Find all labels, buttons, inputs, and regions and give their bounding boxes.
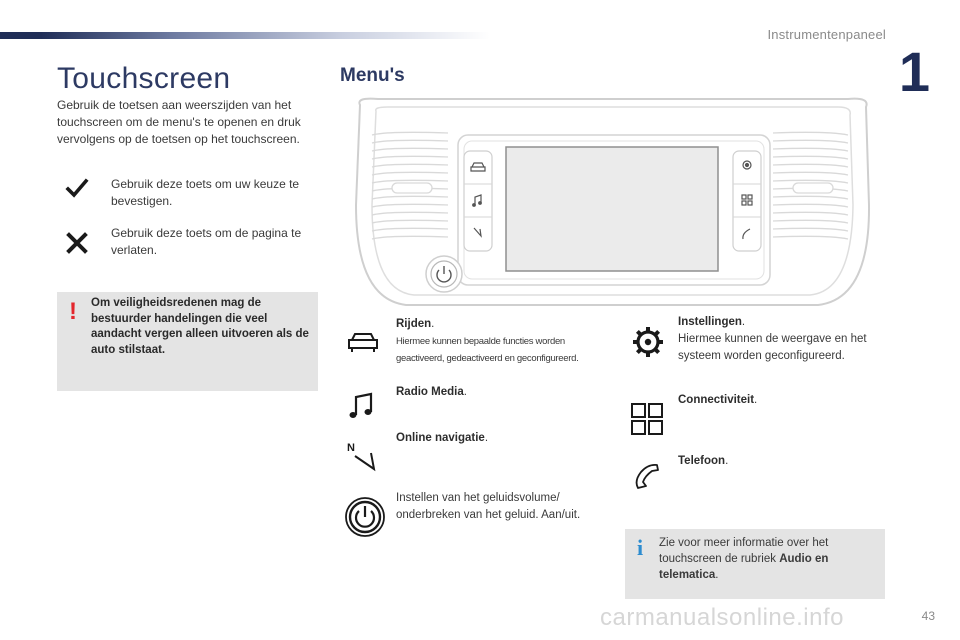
menu-item-telefoon xyxy=(632,453,892,493)
menu-item-radio-media xyxy=(346,384,611,418)
cross-icon xyxy=(65,231,89,255)
cancel-row xyxy=(57,225,317,265)
navigation-icon xyxy=(346,440,378,472)
info-icon: i xyxy=(637,535,644,560)
info-box xyxy=(625,529,885,599)
warning-icon: ! xyxy=(69,298,77,325)
menu-item-instellingen xyxy=(632,314,892,364)
info-text-suffix: . xyxy=(715,569,719,581)
touchscreen-heading: Touchscreen xyxy=(57,62,231,95)
car-icon xyxy=(346,330,380,354)
confirm-text: Gebruik deze toets om uw keuze te bevestigen. xyxy=(111,177,300,208)
cancel-text: Gebruik deze toets om de pagina te verlaten. xyxy=(111,226,302,257)
chapter-number: 1 xyxy=(898,40,930,103)
instellingen-title: Instellingen xyxy=(678,316,742,328)
grid-apps-icon xyxy=(630,402,664,436)
radio-text-block: Radio Media. xyxy=(396,386,467,398)
warning-text: Om veiligheidsredenen mag de bestuurder handelingen die veel aandacht vergen alleen uitvoeren als de auto stilstaat. xyxy=(91,297,309,356)
music-note-icon xyxy=(346,391,376,421)
rijden-description: Hiermee kunnen bepaalde functies worden geactiveerd, gedeactiveerd en geconfigureerd. xyxy=(396,336,579,364)
menus-heading: Menu's xyxy=(340,65,405,86)
power-knob-icon xyxy=(344,496,386,538)
telefoon-text-block: Telefoon. xyxy=(678,455,729,467)
page-number: 43 xyxy=(921,609,935,623)
header-gradient-bar xyxy=(0,32,490,39)
phone-icon xyxy=(632,461,662,491)
online-navigatie-title: Online navigatie xyxy=(396,432,485,444)
menu-item-connectiviteit xyxy=(630,392,890,436)
instellingen-text-block: Instellingen. Hiermee kunnen de weergave en het systeem worden geconfigureerd. xyxy=(678,316,867,362)
check-icon xyxy=(65,176,89,200)
gear-icon xyxy=(632,326,664,358)
menu-item-online-navigatie xyxy=(346,430,611,474)
menu-item-rijden xyxy=(346,316,611,366)
navigatie-text-block: Online navigatie. xyxy=(396,432,489,444)
section-title: Instrumentenpaneel xyxy=(767,27,886,42)
volume-description: Instellen van het geluidsvolume/ onderbreken van het geluid. Aan/uit. xyxy=(396,492,581,521)
connectiviteit-title: Connectiviteit xyxy=(678,394,755,406)
connectiviteit-text-block: Connectiviteit. xyxy=(678,394,758,406)
rijden-title: Rijden xyxy=(396,318,432,330)
confirm-row xyxy=(57,176,317,216)
rijden-text-block: Rijden. Hiermee kunnen bepaalde functies worden geactiveerd, gedeactiveerd en geconfigureerd. xyxy=(396,318,579,364)
info-text-prefix: Zie voor meer informatie over het touchscreen de rubriek xyxy=(659,537,829,565)
telefoon-title: Telefoon xyxy=(678,455,726,467)
safety-warning-box xyxy=(57,292,318,391)
console-illustration xyxy=(348,95,876,309)
info-text-reference: Audio en telematica xyxy=(659,553,829,581)
menu-item-volume xyxy=(344,490,614,550)
info-text xyxy=(659,535,879,583)
watermark: carmanualsonline.info xyxy=(600,604,844,631)
instellingen-description: Hiermee kunnen de weergave en het systeem worden geconfigureerd. xyxy=(678,333,867,362)
touchscreen-intro: Gebruik de toetsen aan weerszijden van het touchscreen om de menu's te openen en druk vervolgens op de toetsen op het touchscreen. xyxy=(57,98,301,146)
svg-text:N: N xyxy=(347,442,355,454)
radio-media-title: Radio Media xyxy=(396,386,464,398)
